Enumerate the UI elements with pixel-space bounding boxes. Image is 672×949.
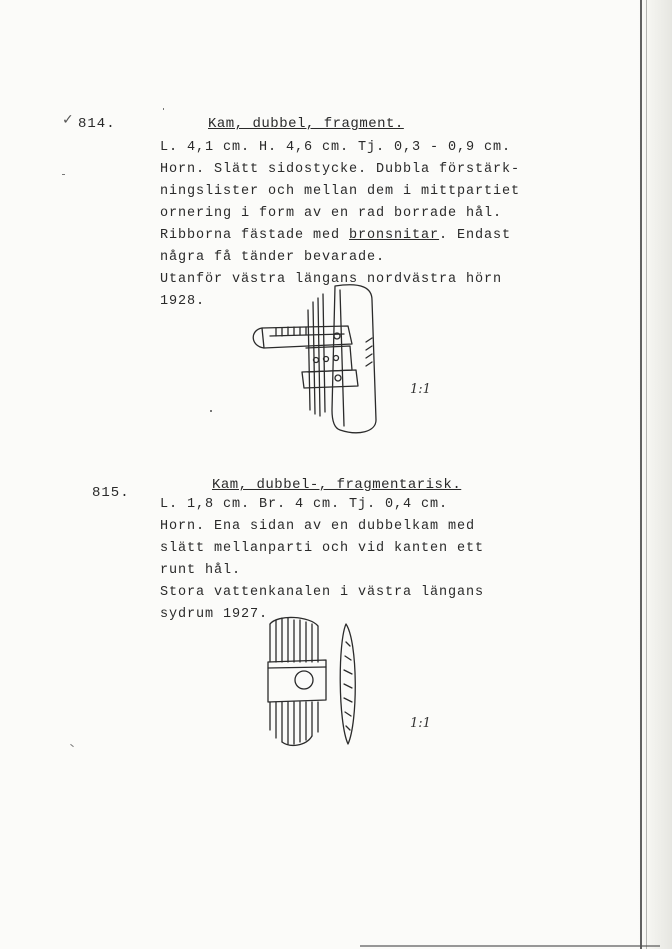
entry-text-line: Utanför västra längans nordvästra hörn bbox=[160, 272, 503, 287]
entry-text-line: L. 1,8 cm. Br. 4 cm. Tj. 0,4 cm. bbox=[160, 497, 449, 512]
speck bbox=[210, 410, 212, 412]
page-edge bbox=[638, 0, 672, 949]
page-edge-line-faint bbox=[646, 0, 647, 949]
entry-text-line: L. 4,1 cm. H. 4,6 cm. Tj. 0,3 - 0,9 cm. bbox=[160, 140, 512, 155]
entry-text-line: Horn. Slätt sidostycke. Dubbla förstärk- bbox=[160, 162, 521, 177]
underlined-term: bronsnitar bbox=[349, 228, 440, 243]
comb-fragment-drawing bbox=[262, 612, 372, 752]
bottom-edge-line bbox=[360, 945, 660, 947]
scale-label: 1:1 bbox=[410, 716, 431, 731]
entry-text-line: Horn. Ena sidan av en dubbelkam med bbox=[160, 519, 476, 534]
entry-text-line: slätt mellanparti och vid kanten ett bbox=[160, 541, 485, 556]
entry-text-line: ningslister och mellan dem i mittpartiet bbox=[160, 184, 521, 199]
entry-title: Kam, dubbel-, fragmentarisk. bbox=[212, 477, 462, 493]
entry-text-line: några få tänder bevarade. bbox=[160, 250, 386, 265]
speck bbox=[70, 744, 74, 747]
text-run: Ribborna fästade med bbox=[160, 228, 350, 243]
page-edge-line bbox=[640, 0, 642, 949]
entry-text-line bbox=[160, 228, 511, 243]
entry-text-line: ornering i form av en rad borrade hål. bbox=[160, 206, 503, 221]
comb-fragment-drawing bbox=[240, 280, 390, 440]
entry-title: Kam, dubbel, fragment. bbox=[208, 116, 404, 132]
check-mark: ✓ bbox=[62, 112, 74, 128]
entry-number: 814. bbox=[78, 116, 116, 132]
speck bbox=[163, 108, 164, 110]
entry-text-line: 1928. bbox=[160, 294, 206, 309]
text-run: . Endast bbox=[439, 228, 512, 243]
entry-text-line: runt hål. bbox=[160, 563, 242, 578]
speck bbox=[62, 174, 65, 175]
entry-number: 815. bbox=[92, 485, 130, 501]
entry-text-line: sydrum 1927. bbox=[160, 607, 269, 622]
entry-text-line: Stora vattenkanalen i västra längans bbox=[160, 585, 485, 600]
scale-label: 1:1 bbox=[410, 382, 431, 397]
